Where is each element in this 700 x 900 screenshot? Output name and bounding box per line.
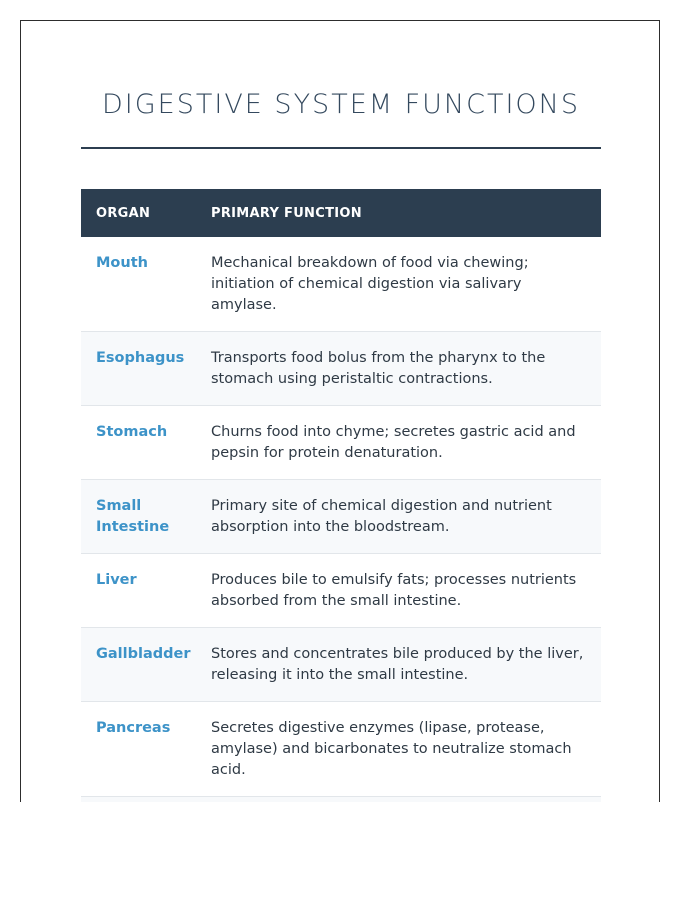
organ-name: Liver — [96, 572, 137, 588]
organ-function: Primary site of chemical digestion and nutrient absorption into the bloodstream. — [211, 498, 552, 535]
organ-function: Stores and concentrates bile produced by the liver, releasing it into the small intestine. — [211, 646, 584, 683]
organ-name: Gallbladder — [96, 646, 191, 662]
organ-name: Stomach — [96, 424, 168, 440]
organ-function: Transports food bolus from the pharynx to the stomach using peristaltic contractions. — [211, 350, 546, 387]
organ-function: Churns food into chyme; secretes gastric acid and pepsin for protein denaturation. — [211, 424, 576, 461]
table-row — [81, 702, 601, 797]
table-row — [81, 554, 601, 628]
table-header — [81, 189, 601, 237]
organ-function: Mechanical breakdown of food via chewing; initiation of chemical digestion via salivary amylase. — [211, 255, 529, 313]
organ-function: Produces bile to emulsify fats; processes nutrients absorbed from the small intestine. — [211, 572, 577, 609]
organ-name: Mouth — [96, 255, 148, 271]
organ-name: Esophagus — [96, 350, 185, 366]
table-row — [81, 332, 601, 406]
column-header-organ: ORGAN — [96, 205, 151, 221]
column-header-function: PRIMARY FUNCTION — [211, 205, 362, 221]
title-divider — [81, 147, 601, 149]
table-row — [81, 480, 601, 554]
organ-function-table — [81, 189, 601, 802]
organ-function: Secretes digestive enzymes (lipase, protease, amylase) and bicarbonates to neutralize stomach acid. — [211, 720, 572, 778]
table-row-cutoff — [81, 797, 601, 802]
page-title: DIGESTIVE SYSTEM FUNCTIONS — [101, 89, 581, 120]
table-row — [81, 628, 601, 702]
organ-name: Small Intestine — [96, 498, 170, 535]
table-row — [81, 237, 601, 332]
document-page — [20, 20, 660, 802]
organ-name: Pancreas — [96, 720, 171, 736]
table-row — [81, 406, 601, 480]
